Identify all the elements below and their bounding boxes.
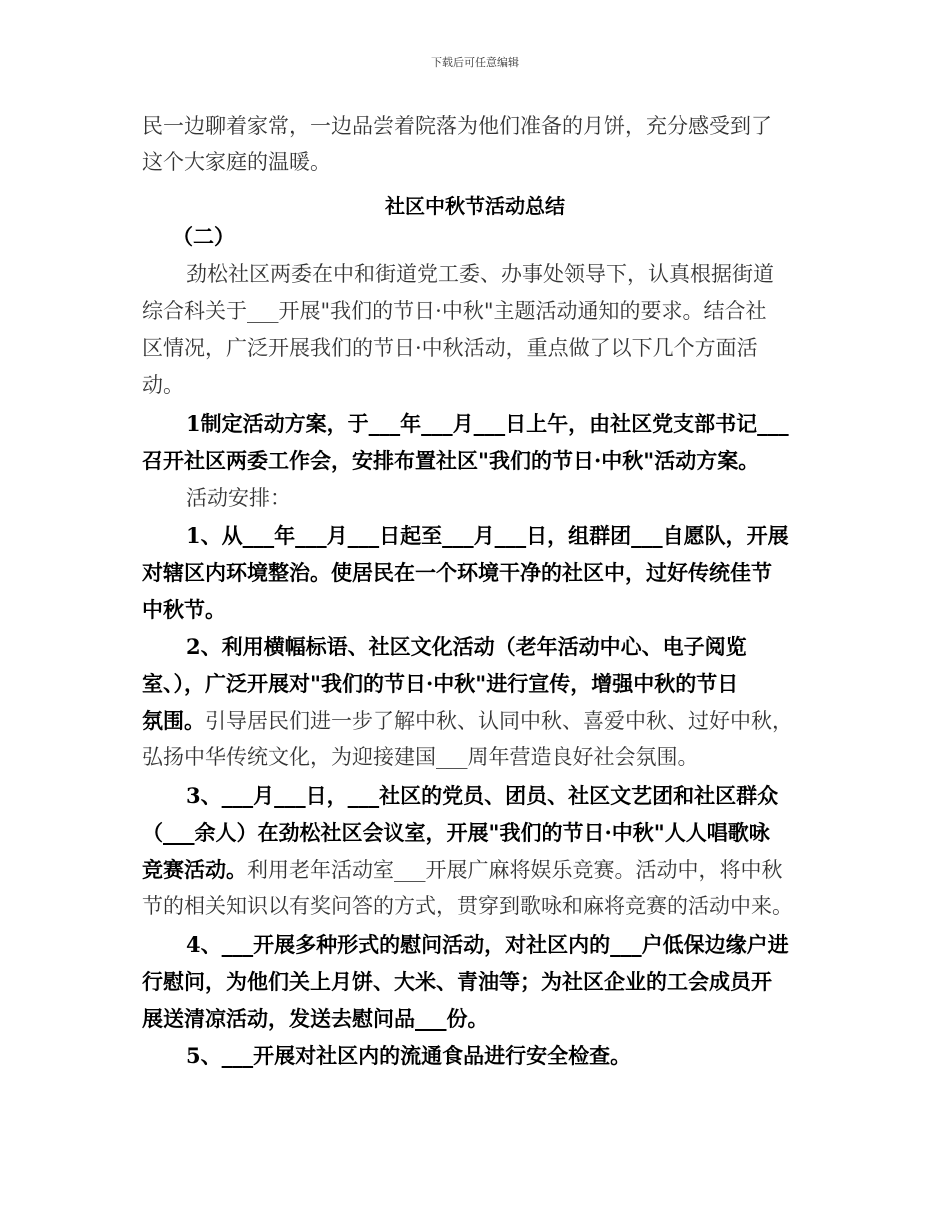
- text-run: 引导居民们进一步了解中秋、认同中秋、喜爱中秋、过好中秋，: [205, 709, 793, 733]
- text-line: 对辖区内环境整治。使居民在一个环境干净的社区中，过好传统佳节: [142, 560, 772, 585]
- text-line: 弘扬中华传统文化，为迎接建国___周年营造良好社会氛围。: [142, 745, 699, 769]
- text-line: 行慰问，为他们关上月饼、大米、青油等；为社区企业的工会成员开: [142, 969, 772, 994]
- text-line: 动。: [142, 373, 184, 397]
- text-line: 综合科关于___开展"我们的节日·中秋"主题活动通知的要求。结合社: [142, 299, 767, 323]
- text-run: 竞赛活动。: [142, 857, 247, 882]
- text-run: 利用老年活动室___开展广麻将娱乐竞赛。活动中，将中秋: [247, 858, 783, 882]
- text-line: 1、从___年___月___日起至___月___日，组群团___自愿队，开展: [186, 523, 789, 548]
- text-line: 室、），广泛开展对"我们的节日·中秋"进行宣传，增强中秋的节日: [142, 671, 739, 696]
- text-line: 1制定活动方案，于___年___月___日上午，由社区党支部书记___: [186, 411, 789, 436]
- text-line: 召开社区两委工作会，安排布置社区"我们的节日·中秋"活动方案。: [142, 448, 760, 473]
- section-title: 社区中秋节活动总结: [385, 194, 565, 218]
- text-line: 劲松社区两委在中和街道党工委、办事处领导下，认真根据街道: [186, 262, 774, 286]
- text-line: 2、利用横幅标语、社区文化活动（老年活动中心、电子阅览: [186, 634, 747, 659]
- page-header: 下载后可任意编辑: [431, 56, 519, 69]
- text-line: 5、___开展对社区内的流通食品进行安全检查。: [186, 1043, 632, 1068]
- text-line: 这个大家庭的温暖。: [142, 150, 331, 174]
- text-line: [142, 859, 783, 881]
- text-line: 中秋节。: [142, 597, 226, 622]
- text-run: 氛围。: [142, 708, 205, 733]
- text-line: 3、___月___日，___社区的党员、团员、社区文艺团和社区群众: [186, 783, 779, 808]
- text-line: [142, 710, 793, 732]
- text-line: 节的相关知识以有奖问答的方式，贯穿到歌咏和麻将竞赛的活动中来。: [142, 894, 793, 918]
- text-line: 活动安排：: [186, 486, 291, 510]
- text-line: 区情况，广泛开展我们的节日·中秋活动，重点做了以下几个方面活: [142, 336, 758, 360]
- text-line: （___余人）在劲松社区会议室，开展"我们的节日·中秋"人人唱歌咏: [142, 820, 770, 845]
- text-line: 展送清凉活动，发送去慰问品___份。: [142, 1006, 489, 1031]
- section-number: （二）: [172, 224, 235, 249]
- text-line: 民一边聊着家常，一边品尝着院落为他们准备的月饼，充分感受到了: [142, 114, 772, 138]
- text-line: 4、___开展多种形式的慰问活动，对社区内的___户低保边缘户进: [186, 932, 789, 957]
